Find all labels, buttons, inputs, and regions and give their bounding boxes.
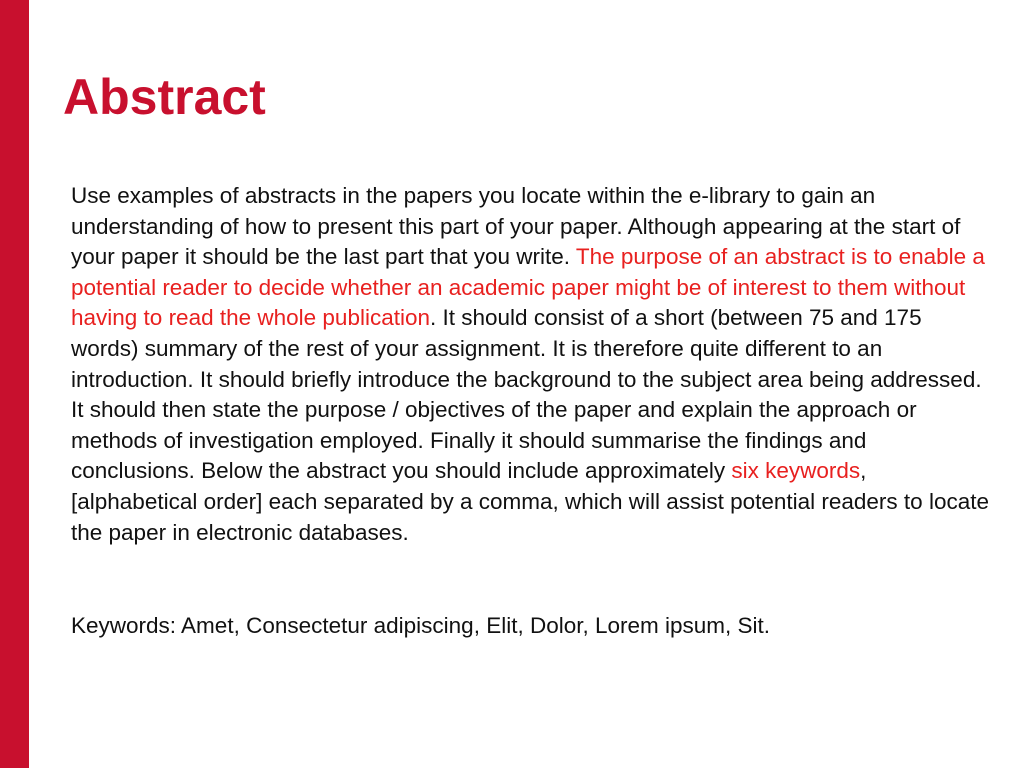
- slide-title: Abstract: [63, 69, 266, 125]
- paragraph-text-part3: , [alphabetical order] each separated by a comma, which will assist potential readers to locate the paper in electronic databases.: [71, 458, 989, 545]
- paragraph-highlight-keywords: six keywords: [731, 458, 861, 484]
- paragraph-highlight-purpose: The purpose of an abstract is to enable a potential reader to decide whether an academic paper might be of interest to them without having to read the whole publication: [71, 244, 985, 331]
- keywords-line: Keywords: Amet, Consectetur adipiscing, Elit, Dolor, Lorem ipsum, Sit.: [71, 613, 771, 638]
- accent-bar: [0, 0, 29, 768]
- paragraph-text-part1: Use examples of abstracts in the papers you locate within the e-library to gain an understanding of how to present this part of your paper. Although appearing at the start of your paper it should be the last part that you write.: [71, 183, 961, 270]
- paragraph-text-part2: . It should consist of a short (between 75 and 175 words) summary of the rest of your assignment. It is therefore quite different to an introduction. It should briefly introduce the background to the subject area being addressed. It should then state the purpose / objectives of the paper and explain the approach or methods of investigation employed. Finally it should summarise the findings and conclusions. Below the abstract you should include approximately: [71, 305, 982, 484]
- abstract-paragraph: [71, 181, 991, 548]
